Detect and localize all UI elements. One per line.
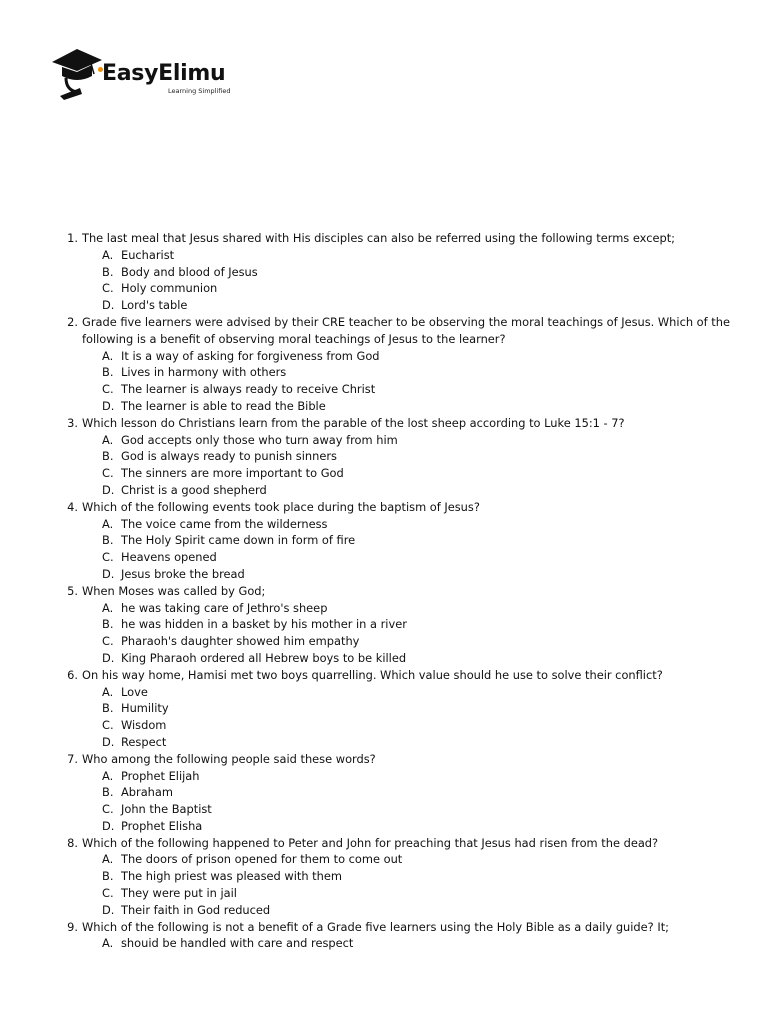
- question-item: [62, 667, 742, 751]
- option-letter: C.: [102, 718, 114, 733]
- answer-option: [82, 348, 742, 365]
- answer-option: [82, 280, 742, 297]
- question-number: 1.: [67, 231, 78, 245]
- option-letter: B.: [102, 449, 114, 464]
- option-text: Jesus broke the bread: [121, 566, 245, 581]
- answer-option: [82, 549, 742, 566]
- answer-option: [82, 432, 742, 449]
- option-letter: A.: [102, 600, 114, 615]
- option-text: The voice came from the wilderness: [121, 516, 328, 531]
- answer-option: [82, 381, 742, 398]
- question-number: 9.: [67, 919, 78, 934]
- option-letter: C.: [102, 550, 114, 565]
- option-text: God is always ready to punish sinners: [121, 449, 337, 464]
- option-text: John the Baptist: [121, 802, 212, 817]
- question-number: 5.: [67, 583, 78, 598]
- answer-option: [82, 801, 742, 818]
- option-letter: A.: [102, 684, 114, 699]
- option-letter: B.: [102, 533, 114, 548]
- option-letter: A.: [102, 852, 114, 867]
- option-list: [82, 935, 742, 952]
- option-text: Heavens opened: [121, 550, 217, 565]
- option-text: shouid be handled with care and respect: [121, 936, 354, 951]
- question-item: [62, 499, 742, 583]
- answer-option: [82, 364, 742, 381]
- option-letter: D.: [102, 482, 115, 497]
- option-letter: D.: [102, 734, 115, 749]
- answer-option: [82, 717, 742, 734]
- option-text: Christ is a good shepherd: [121, 482, 267, 497]
- option-list: [82, 851, 742, 918]
- option-letter: D.: [102, 566, 115, 581]
- question-text: On his way home, Hamisi met two boys quarrelling. Which value should he use to solve their conflict?: [82, 667, 663, 682]
- option-list: [82, 684, 742, 751]
- question-number: 4.: [67, 499, 78, 514]
- question-text: Grade five learners were advised by their CRE teacher to be observing the moral teachings of Jesus. Which of the following is a benefit of observing moral teachings of Jesus to the learner?: [82, 314, 730, 346]
- option-letter: B.: [102, 617, 114, 632]
- option-text: Prophet Elisha: [121, 818, 203, 833]
- option-letter: C.: [102, 634, 114, 649]
- option-letter: A.: [102, 936, 114, 951]
- option-text: It is a way of asking for forgiveness from God: [121, 348, 380, 363]
- option-text: The learner is able to read the Bible: [121, 398, 326, 413]
- answer-option: [82, 700, 742, 717]
- answer-option: [82, 297, 742, 314]
- question-number: 3.: [67, 415, 78, 430]
- option-text: The doors of prison opened for them to come out: [121, 852, 403, 867]
- answer-option: [82, 600, 742, 617]
- answer-option: [82, 851, 742, 868]
- option-letter: B.: [102, 869, 114, 884]
- option-text: Humility: [121, 701, 169, 716]
- option-text: Prophet Elijah: [121, 768, 200, 783]
- option-text: God accepts only those who turn away from him: [121, 432, 398, 447]
- option-text: Their faith in God reduced: [121, 902, 271, 917]
- option-letter: D.: [102, 902, 115, 917]
- option-text: The high priest was pleased with them: [121, 869, 342, 884]
- question-text: Which of the following is not a benefit of a Grade five learners using the Holy Bible as a daily guide? It;: [82, 919, 669, 934]
- option-text: They were put in jail: [121, 886, 237, 901]
- question-item: [62, 415, 742, 499]
- question-text: The last meal that Jesus shared with His disciples can also be referred using the following terms except;: [82, 231, 676, 245]
- option-list: [82, 432, 742, 499]
- option-text: Wisdom: [121, 718, 167, 733]
- option-letter: D.: [102, 298, 115, 313]
- option-text: Body and blood of Jesus: [121, 264, 258, 279]
- question-item: [62, 835, 742, 919]
- option-letter: A.: [102, 768, 114, 783]
- answer-option: [82, 868, 742, 885]
- answer-option: [82, 633, 742, 650]
- option-list: [82, 600, 742, 667]
- option-letter: D.: [102, 818, 115, 833]
- question-number: 6.: [67, 667, 78, 682]
- answer-option: [82, 465, 742, 482]
- graduation-cap-icon: [50, 44, 106, 100]
- question-item: [62, 919, 742, 953]
- answer-option: [82, 247, 742, 264]
- option-text: The learner is always ready to receive Christ: [121, 382, 376, 397]
- answer-option: [82, 818, 742, 835]
- option-text: Abraham: [121, 785, 173, 800]
- answer-option: [82, 398, 742, 415]
- option-letter: A.: [102, 432, 114, 447]
- option-letter: D.: [102, 650, 115, 665]
- option-letter: C.: [102, 281, 114, 296]
- option-text: Lord's table: [121, 298, 188, 313]
- answer-option: [82, 768, 742, 785]
- question-item: [62, 230, 742, 314]
- question-text: Which lesson do Christians learn from the parable of the lost sheep according to Luke 15:1 - 7?: [82, 415, 625, 430]
- option-list: [82, 348, 742, 415]
- brand-name: EasyElimu: [102, 61, 226, 86]
- question-number: 8.: [67, 835, 78, 850]
- question-list: [62, 230, 742, 952]
- brand-tagline: Learning Simplified: [168, 87, 231, 95]
- answer-option: [82, 448, 742, 465]
- answer-option: [82, 616, 742, 633]
- option-text: Holy communion: [121, 281, 218, 296]
- option-list: [82, 516, 742, 583]
- option-text: The Holy Spirit came down in form of fire: [121, 533, 356, 548]
- option-letter: B.: [102, 264, 114, 279]
- question-number: 7.: [67, 751, 78, 766]
- option-letter: C.: [102, 802, 114, 817]
- option-letter: D.: [102, 398, 115, 413]
- question-text: Which of the following events took place during the baptism of Jesus?: [82, 499, 480, 514]
- question-item: [62, 314, 742, 415]
- option-letter: B.: [102, 701, 114, 716]
- option-letter: A.: [102, 247, 114, 262]
- answer-option: [82, 885, 742, 902]
- option-text: King Pharaoh ordered all Hebrew boys to be killed: [121, 650, 407, 665]
- easyelimu-logo: [50, 44, 250, 100]
- option-list: [82, 247, 742, 314]
- option-letter: B.: [102, 785, 114, 800]
- answer-option: [82, 532, 742, 549]
- option-list: [82, 768, 742, 835]
- option-letter: C.: [102, 466, 114, 481]
- option-text: Love: [121, 684, 148, 699]
- option-letter: C.: [102, 886, 114, 901]
- question-item: [62, 583, 742, 667]
- option-letter: A.: [102, 516, 114, 531]
- question-text: Who among the following people said these words?: [82, 751, 376, 766]
- answer-option: [82, 734, 742, 751]
- answer-option: [82, 264, 742, 281]
- option-text: Lives in harmony with others: [121, 365, 287, 380]
- question-text: Which of the following happened to Peter and John for preaching that Jesus had risen from the dead?: [82, 835, 659, 850]
- answer-option: [82, 784, 742, 801]
- answer-option: [82, 650, 742, 667]
- answer-option: [82, 516, 742, 533]
- question-item: [62, 751, 742, 835]
- answer-option: [82, 566, 742, 583]
- question-text: When Moses was called by God;: [82, 583, 266, 598]
- answer-option: [82, 935, 742, 952]
- answer-option: [82, 902, 742, 919]
- option-letter: A.: [102, 348, 114, 363]
- answer-option: [82, 482, 742, 499]
- option-text: Respect: [121, 734, 167, 749]
- option-text: he was taking care of Jethro's sheep: [121, 600, 328, 615]
- option-text: Pharaoh's daughter showed him empathy: [121, 634, 360, 649]
- question-number: 2.: [67, 314, 78, 329]
- option-text: Eucharist: [121, 247, 175, 262]
- answer-option: [82, 684, 742, 701]
- option-text: The sinners are more important to God: [121, 466, 344, 481]
- option-letter: C.: [102, 382, 114, 397]
- option-letter: B.: [102, 365, 114, 380]
- option-text: he was hidden in a basket by his mother in a river: [121, 617, 407, 632]
